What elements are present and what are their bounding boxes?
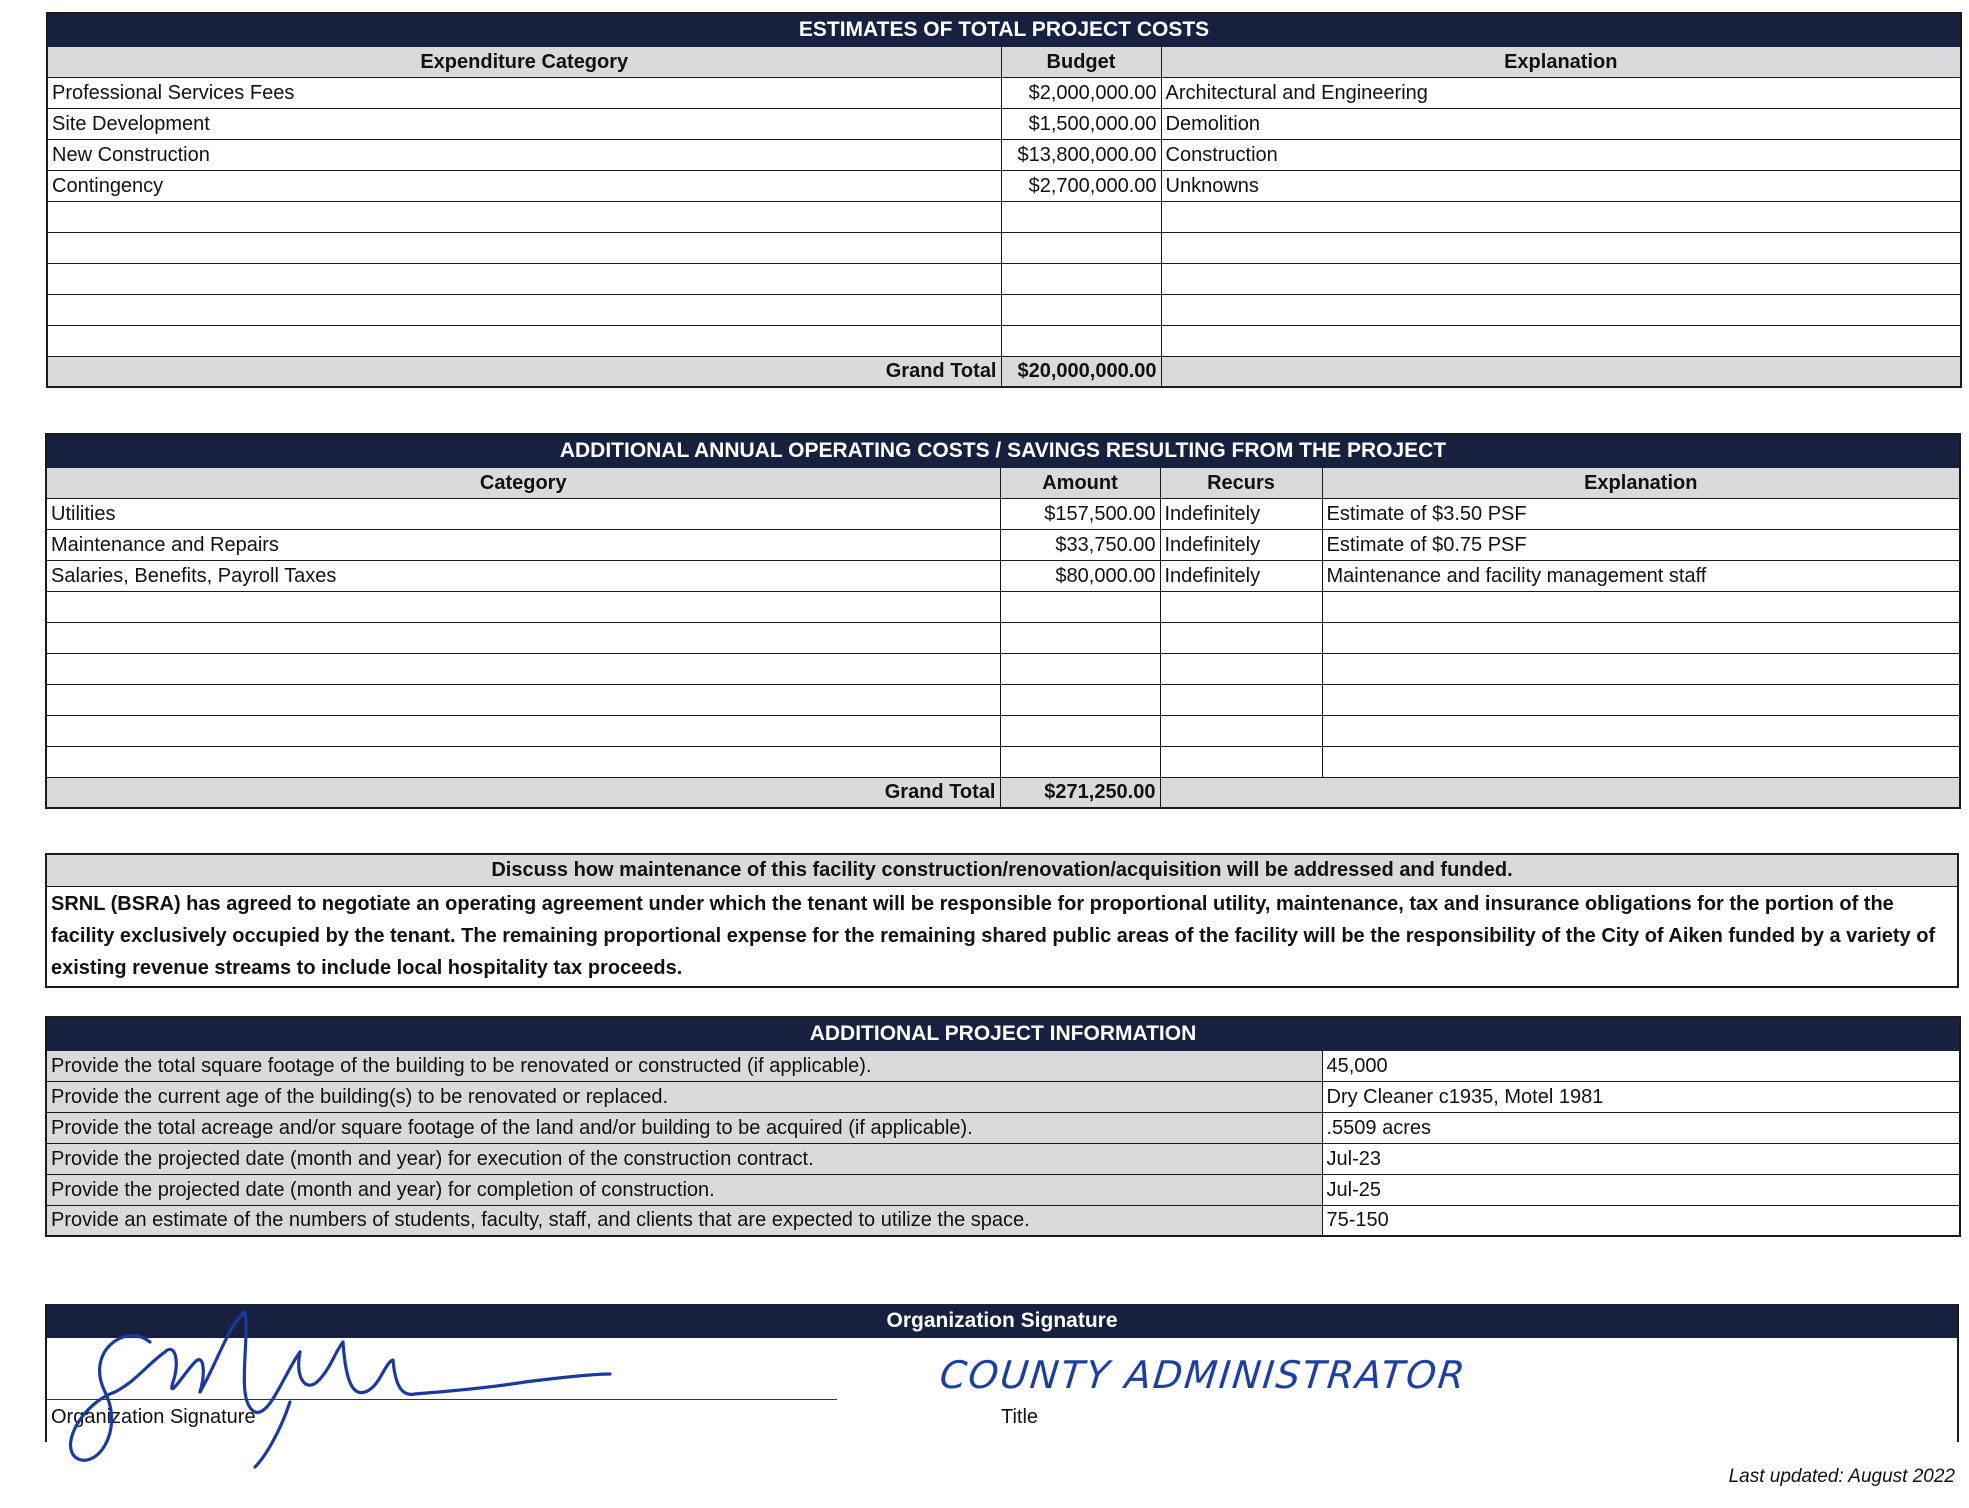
op-recurs bbox=[1160, 684, 1322, 715]
costs-total-blank bbox=[1161, 356, 1961, 387]
table-row bbox=[46, 746, 1960, 777]
op-amount bbox=[1000, 715, 1160, 746]
cost-category bbox=[47, 325, 1001, 356]
cost-budget bbox=[1001, 201, 1161, 232]
cost-explanation: Unknowns bbox=[1161, 170, 1961, 201]
info-question: Provide the projected date (month and year) for execution of the construction contract. bbox=[46, 1143, 1322, 1174]
table-row bbox=[47, 77, 1961, 108]
info-title: ADDITIONAL PROJECT INFORMATION bbox=[46, 1017, 1960, 1050]
operating-header-amount: Amount bbox=[1000, 467, 1160, 498]
cost-explanation bbox=[1161, 201, 1961, 232]
costs-title: ESTIMATES OF TOTAL PROJECT COSTS bbox=[47, 13, 1961, 46]
table-row bbox=[47, 294, 1961, 325]
cost-category bbox=[47, 263, 1001, 294]
table-row bbox=[46, 653, 1960, 684]
op-explanation bbox=[1322, 684, 1960, 715]
op-recurs: Indefinitely bbox=[1160, 529, 1322, 560]
cost-category bbox=[47, 294, 1001, 325]
costs-total-value: $20,000,000.00 bbox=[1001, 356, 1161, 387]
table-row bbox=[47, 263, 1961, 294]
title-caption: Title bbox=[1001, 1406, 1039, 1428]
operating-header-explanation: Explanation bbox=[1322, 467, 1960, 498]
op-recurs bbox=[1160, 715, 1322, 746]
table-row bbox=[47, 232, 1961, 263]
cost-budget bbox=[1001, 325, 1161, 356]
info-answer: Dry Cleaner c1935, Motel 1981 bbox=[1322, 1081, 1960, 1112]
operating-header-category: Category bbox=[46, 467, 1000, 498]
operating-header-recurs: Recurs bbox=[1160, 467, 1322, 498]
op-category bbox=[46, 746, 1000, 777]
op-category: Salaries, Benefits, Payroll Taxes bbox=[46, 560, 1000, 591]
op-recurs bbox=[1160, 653, 1322, 684]
op-category bbox=[46, 591, 1000, 622]
cost-explanation bbox=[1161, 263, 1961, 294]
costs-total-label: Grand Total bbox=[47, 356, 1001, 387]
cost-category: Contingency bbox=[47, 170, 1001, 201]
info-question: Provide the current age of the building(s) to be renovated or replaced. bbox=[46, 1081, 1322, 1112]
cost-budget: $2,700,000.00 bbox=[1001, 170, 1161, 201]
cost-explanation bbox=[1161, 325, 1961, 356]
maintenance-question: Discuss how maintenance of this facility construction/renovation/acquisition will be addressed and funded. bbox=[47, 855, 1957, 887]
operating-total-label: Grand Total bbox=[46, 777, 1000, 808]
op-recurs bbox=[1160, 591, 1322, 622]
last-updated: Last updated: August 2022 bbox=[1728, 1466, 1955, 1487]
operating-costs-table bbox=[45, 433, 1961, 809]
op-category: Maintenance and Repairs bbox=[46, 529, 1000, 560]
table-row bbox=[47, 108, 1961, 139]
signature-header: Organization Signature bbox=[47, 1304, 1957, 1338]
info-question: Provide an estimate of the numbers of students, faculty, staff, and clients that are expected to utilize the space. bbox=[46, 1205, 1322, 1236]
op-amount bbox=[1000, 622, 1160, 653]
op-amount: $80,000.00 bbox=[1000, 560, 1160, 591]
op-explanation: Maintenance and facility management staff bbox=[1322, 560, 1960, 591]
maintenance-answer: SRNL (BSRA) has agreed to negotiate an operating agreement under which the tenant will be responsible for proportional utility, maintenance, tax and insurance obligations for the portion of the facility exclusively occupied by the tenant. The remaining proportional expense for the remaining shared public areas of the facility will be the responsibility of the City of Aiken funded by a variety of existing revenue streams to include local hospitality tax proceeds. bbox=[51, 893, 1936, 979]
cost-budget bbox=[1001, 294, 1161, 325]
info-question: Provide the projected date (month and year) for completion of construction. bbox=[46, 1174, 1322, 1205]
table-row bbox=[46, 1205, 1960, 1236]
table-row bbox=[46, 529, 1960, 560]
project-costs-table bbox=[46, 12, 1962, 388]
cost-explanation: Demolition bbox=[1161, 108, 1961, 139]
op-explanation bbox=[1322, 591, 1960, 622]
operating-total-blank bbox=[1160, 777, 1960, 808]
op-category bbox=[46, 715, 1000, 746]
table-row bbox=[46, 1143, 1960, 1174]
op-amount: $33,750.00 bbox=[1000, 529, 1160, 560]
cost-category: New Construction bbox=[47, 139, 1001, 170]
op-amount bbox=[1000, 653, 1160, 684]
table-row bbox=[47, 139, 1961, 170]
op-category bbox=[46, 622, 1000, 653]
cost-explanation bbox=[1161, 232, 1961, 263]
info-question: Provide the total acreage and/or square footage of the land and/or building to be acquired (if applicable). bbox=[46, 1112, 1322, 1143]
op-category bbox=[46, 653, 1000, 684]
table-row bbox=[46, 498, 1960, 529]
signature-caption: Organization Signature bbox=[51, 1406, 256, 1428]
costs-header-budget: Budget bbox=[1001, 46, 1161, 77]
info-answer: 45,000 bbox=[1322, 1050, 1960, 1081]
operating-total-value: $271,250.00 bbox=[1000, 777, 1160, 808]
cost-budget: $2,000,000.00 bbox=[1001, 77, 1161, 108]
costs-header-explanation: Explanation bbox=[1161, 46, 1961, 77]
op-amount: $157,500.00 bbox=[1000, 498, 1160, 529]
op-recurs bbox=[1160, 746, 1322, 777]
cost-category bbox=[47, 232, 1001, 263]
table-row bbox=[47, 170, 1961, 201]
op-amount bbox=[1000, 591, 1160, 622]
op-recurs: Indefinitely bbox=[1160, 560, 1322, 591]
operating-title: ADDITIONAL ANNUAL OPERATING COSTS / SAVINGS RESULTING FROM THE PROJECT bbox=[46, 434, 1960, 467]
cost-category bbox=[47, 201, 1001, 232]
info-question: Provide the total square footage of the building to be renovated or constructed (if applicable). bbox=[46, 1050, 1322, 1081]
costs-total-row bbox=[47, 356, 1961, 387]
cost-budget bbox=[1001, 263, 1161, 294]
table-row bbox=[46, 1081, 1960, 1112]
costs-header-category: Expenditure Category bbox=[47, 46, 1001, 77]
table-row bbox=[46, 591, 1960, 622]
info-answer: Jul-23 bbox=[1322, 1143, 1960, 1174]
table-row bbox=[47, 325, 1961, 356]
info-answer: 75-150 bbox=[1322, 1205, 1960, 1236]
table-row bbox=[46, 715, 1960, 746]
info-answer: Jul-25 bbox=[1322, 1174, 1960, 1205]
info-answer: .5509 acres bbox=[1322, 1112, 1960, 1143]
op-explanation bbox=[1322, 715, 1960, 746]
table-row bbox=[46, 684, 1960, 715]
op-explanation: Estimate of $3.50 PSF bbox=[1322, 498, 1960, 529]
cost-budget: $13,800,000.00 bbox=[1001, 139, 1161, 170]
cost-budget bbox=[1001, 232, 1161, 263]
op-explanation bbox=[1322, 746, 1960, 777]
table-row bbox=[46, 560, 1960, 591]
handwritten-signature bbox=[55, 1282, 615, 1482]
op-category: Utilities bbox=[46, 498, 1000, 529]
maintenance-section bbox=[45, 853, 1959, 988]
handwritten-title: COUNTY ADMINISTRATOR bbox=[937, 1353, 1469, 1397]
op-amount bbox=[1000, 684, 1160, 715]
cost-explanation: Architectural and Engineering bbox=[1161, 77, 1961, 108]
table-row bbox=[47, 201, 1961, 232]
op-explanation: Estimate of $0.75 PSF bbox=[1322, 529, 1960, 560]
op-explanation bbox=[1322, 622, 1960, 653]
cost-explanation bbox=[1161, 294, 1961, 325]
cost-category: Site Development bbox=[47, 108, 1001, 139]
table-row bbox=[46, 1112, 1960, 1143]
table-row bbox=[46, 622, 1960, 653]
op-recurs: Indefinitely bbox=[1160, 498, 1322, 529]
project-info-table bbox=[45, 1016, 1961, 1237]
cost-explanation: Construction bbox=[1161, 139, 1961, 170]
op-category bbox=[46, 684, 1000, 715]
operating-total-row bbox=[46, 777, 1960, 808]
cost-category: Professional Services Fees bbox=[47, 77, 1001, 108]
table-row bbox=[46, 1174, 1960, 1205]
table-row bbox=[46, 1050, 1960, 1081]
op-amount bbox=[1000, 746, 1160, 777]
op-recurs bbox=[1160, 622, 1322, 653]
cost-budget: $1,500,000.00 bbox=[1001, 108, 1161, 139]
op-explanation bbox=[1322, 653, 1960, 684]
